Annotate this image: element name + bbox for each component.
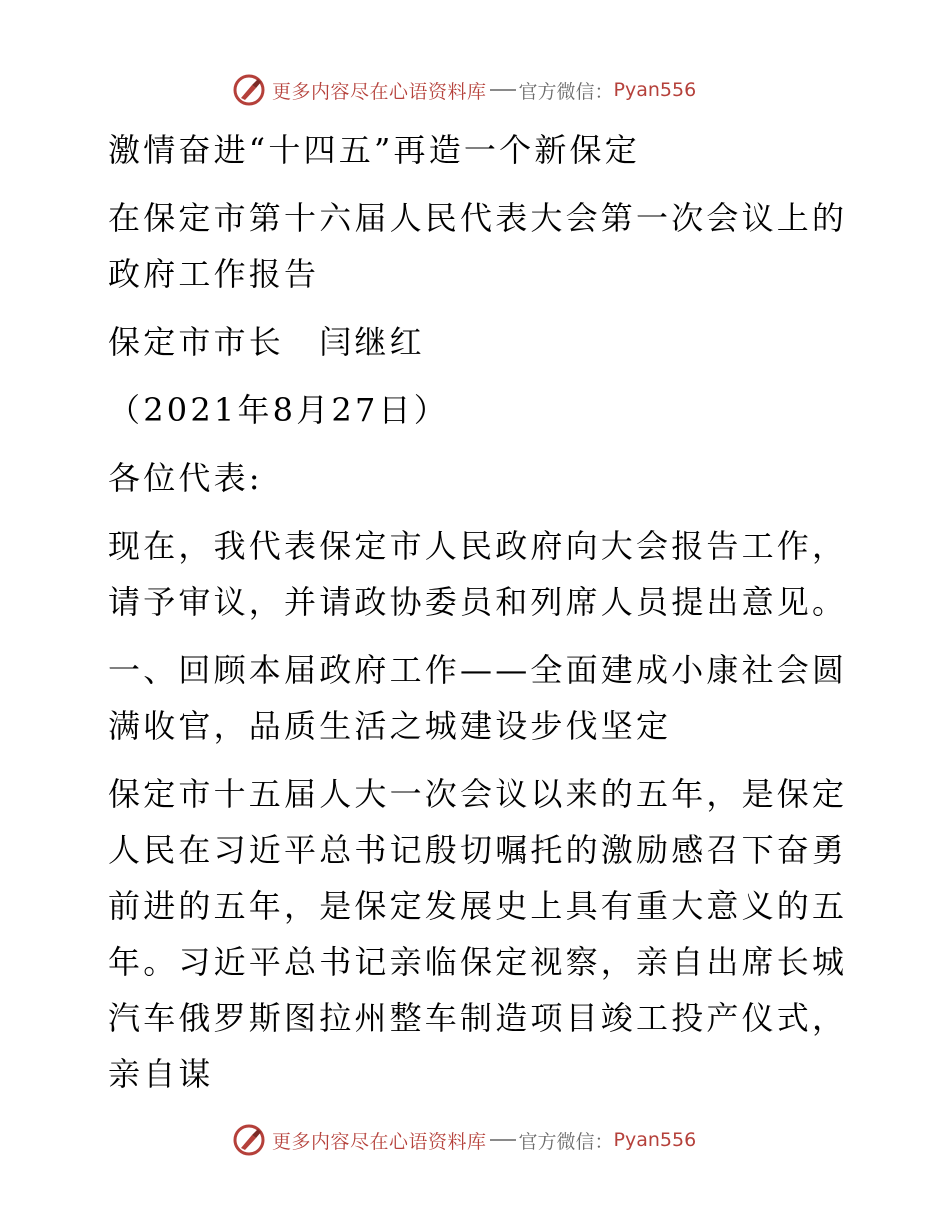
watermark-subtitle: 官方微信： [518,80,614,103]
watermark-text: 更多内容尽在心语资料库 [272,80,487,103]
watermark-header [232,72,696,108]
document-intro: 现在，我代表保定市人民政府向大会报告工作，请予审议，并请政协委员和列席人员提出意见。 [108,527,848,621]
watermark-footer [232,1122,696,1158]
watermark-subtitle: 官方微信： [518,1130,614,1153]
watermark-text: 更多内容尽在心语资料库 [272,1130,487,1153]
section-heading: 一、回顾本届政府工作——全面建成小康社会圆满收官，品质生活之城建设步伐坚定 [108,651,848,745]
document-body [98,122,858,1102]
watermark-id: Pyan556 [613,1129,697,1151]
document-salutation: 各位代表: [108,459,263,497]
pen-logo-icon [232,1123,266,1157]
document-title: 激情奋进“十四五”再造一个新保定 [108,131,640,169]
section-body: 保定市十五届人大一次会议以来的五年，是保定人民在习近平总书记殷切嘱托的激励感召下奋勇前进的五年，是保定发展史上具有重大意义的五年。习近平总书记亲临保定视察，亲自出席长城汽车俄罗斯图拉州整车制造项目竣工投产仪式，亲自谋 [108,775,848,1093]
document-subtitle: 在保定市第十六届人民代表大会第一次会议上的政府工作报告 [108,199,848,293]
watermark-dash [490,89,516,91]
watermark-dash [490,1139,516,1141]
document-author: 保定市市长 闫继红 [108,323,425,361]
document-date: （2021年8月27日） [108,391,449,429]
pen-logo-icon [232,73,266,107]
watermark-id: Pyan556 [613,79,697,101]
